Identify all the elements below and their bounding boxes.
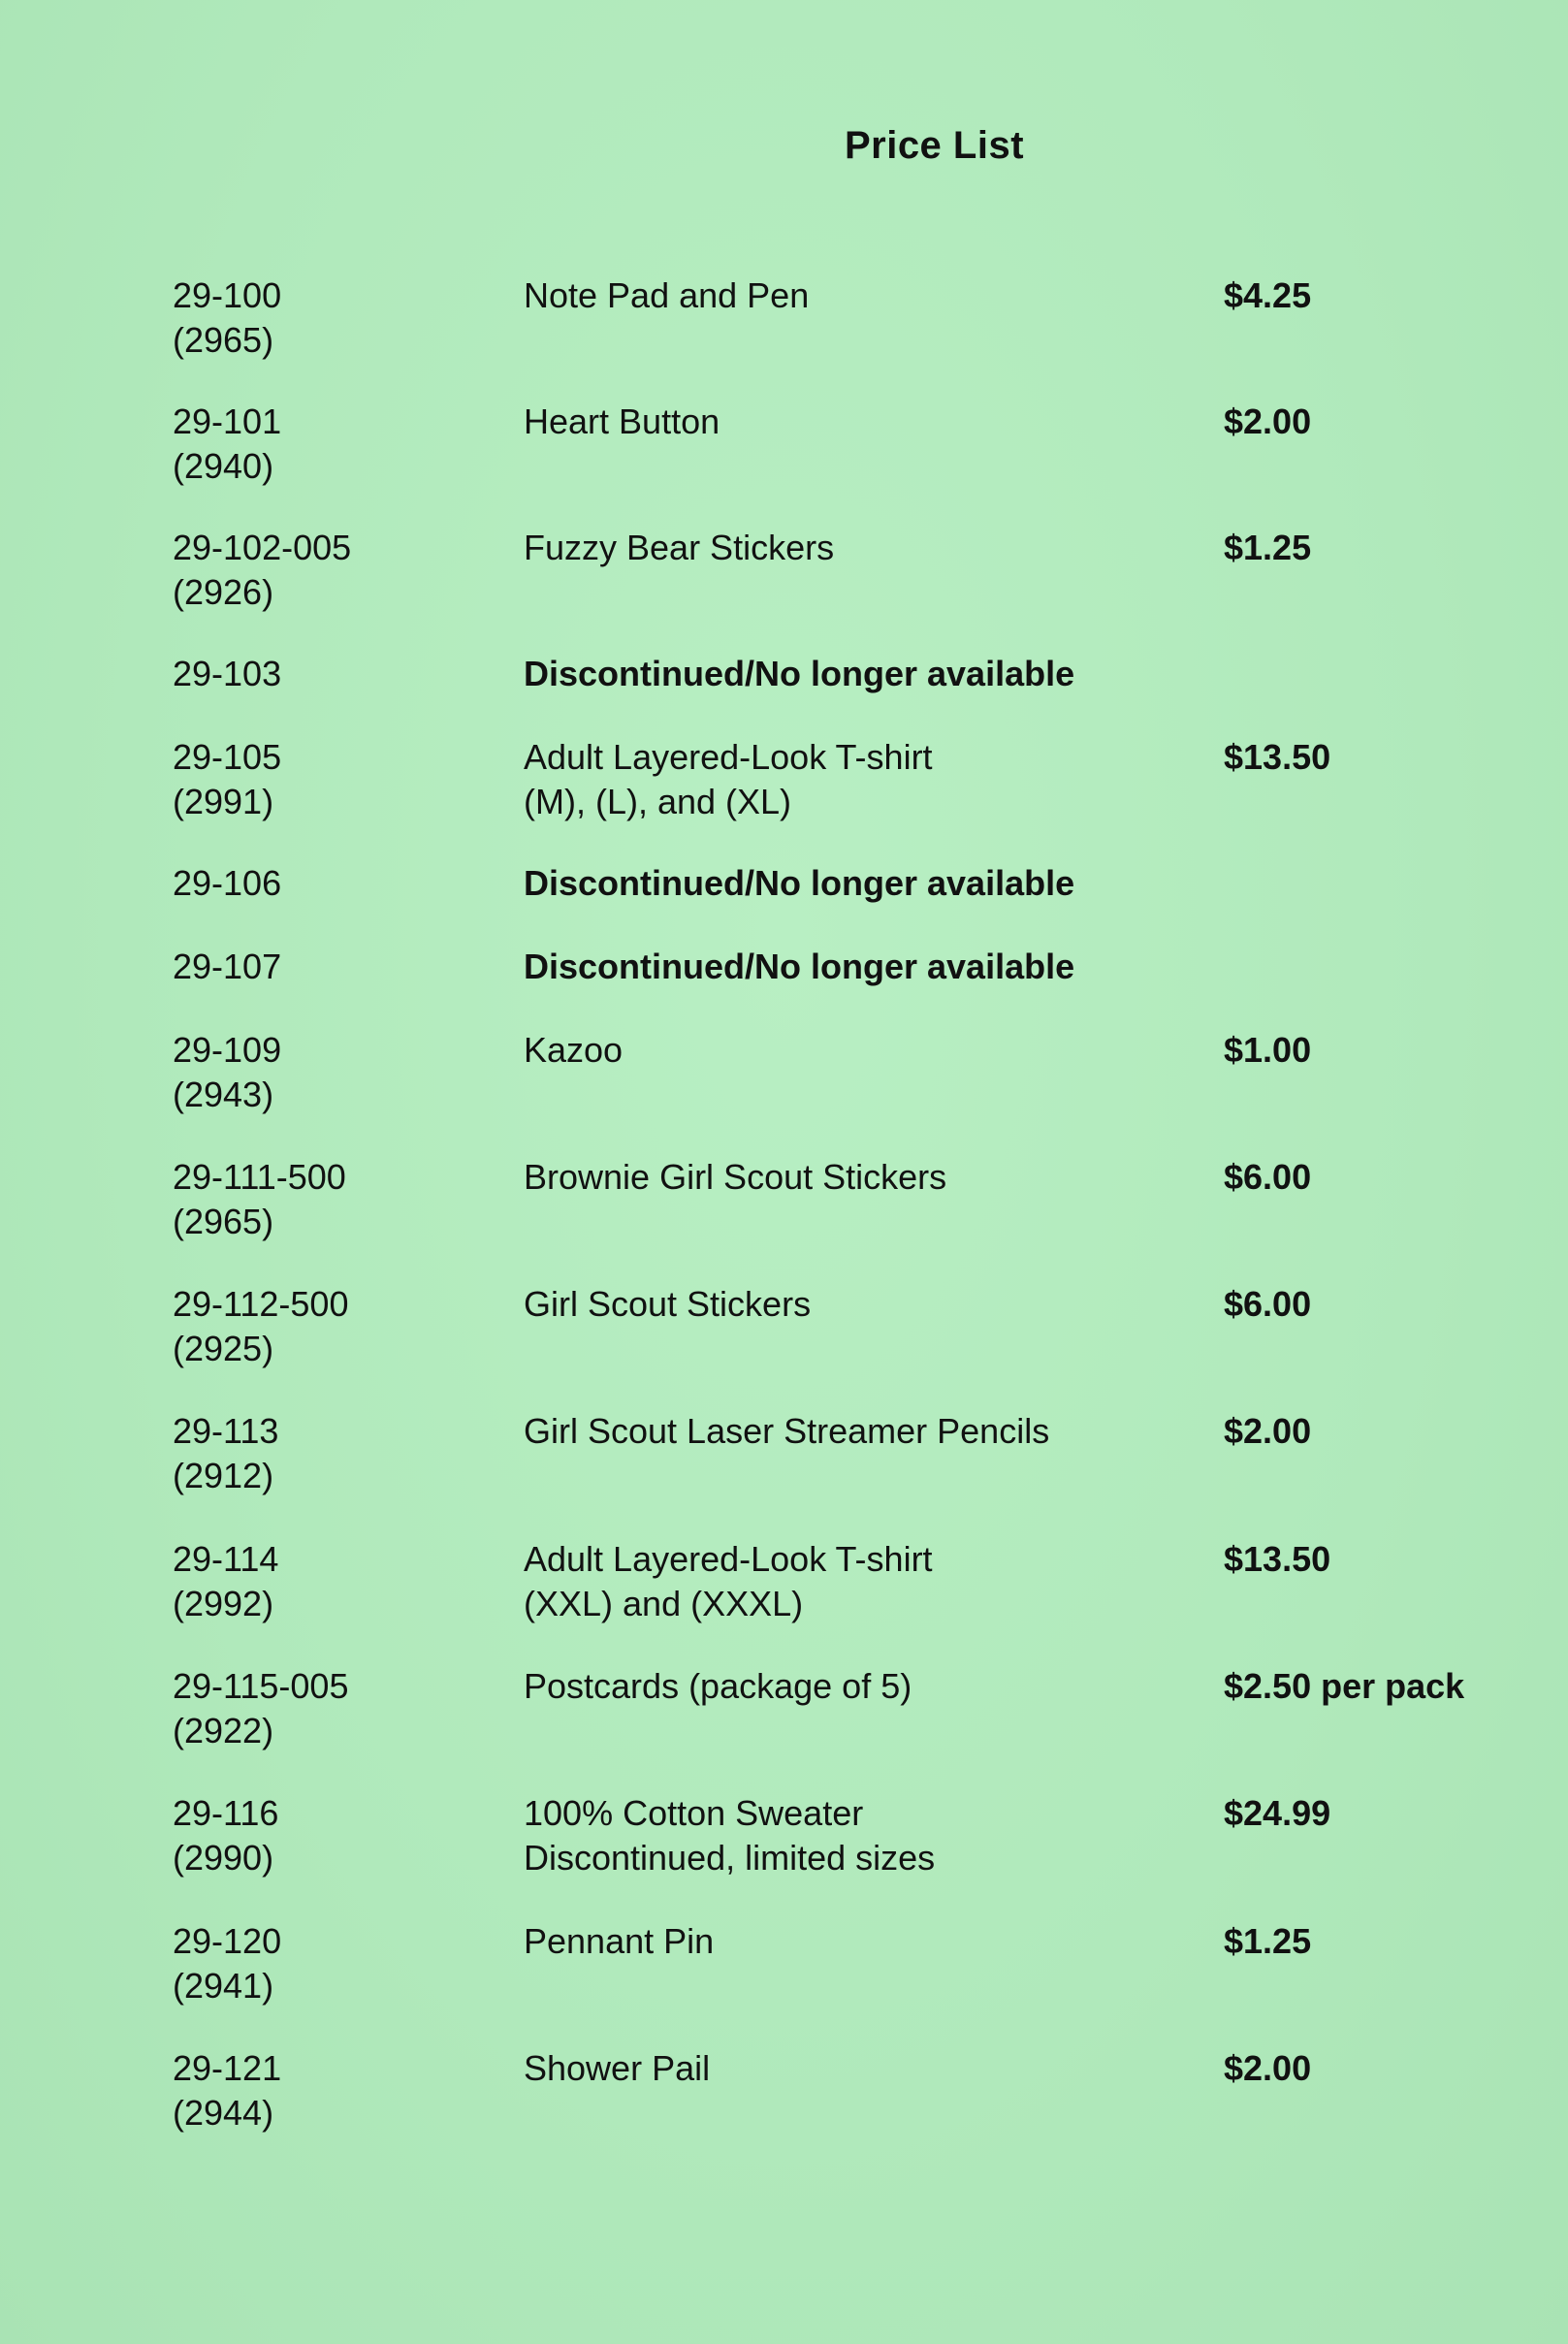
item-detail: Discontinued, limited sizes bbox=[524, 1838, 936, 1878]
item-alt-number: (2940) bbox=[173, 446, 274, 486]
item-description bbox=[524, 2046, 1202, 2091]
item-price: $13.50 bbox=[1224, 737, 1331, 777]
item-description bbox=[524, 1155, 1202, 1200]
item-alt-number: (2965) bbox=[173, 320, 274, 360]
item-code bbox=[173, 526, 502, 615]
item-code bbox=[173, 945, 502, 989]
item-price: $2.00 bbox=[1224, 1411, 1312, 1451]
item-number: 29-112-500 bbox=[173, 1284, 349, 1324]
item-alt-number: (2990) bbox=[173, 1838, 274, 1878]
item-price: $1.25 bbox=[1224, 1921, 1312, 1961]
item-name: Discontinued/No longer available bbox=[524, 947, 1075, 986]
item-number: 29-101 bbox=[173, 401, 282, 441]
item-alt-number: (2992) bbox=[173, 1584, 274, 1623]
item-code bbox=[173, 735, 502, 824]
item-name: Girl Scout Laser Streamer Pencils bbox=[524, 1411, 1050, 1451]
item-price: $4.25 bbox=[1224, 275, 1312, 315]
item-code bbox=[173, 1028, 502, 1117]
item-code bbox=[173, 652, 502, 696]
item-name: Adult Layered-Look T-shirt bbox=[524, 737, 933, 777]
item-number: 29-102-005 bbox=[173, 528, 352, 567]
item-number: 29-116 bbox=[173, 1793, 279, 1833]
item-detail: (XXL) and (XXXL) bbox=[524, 1584, 804, 1623]
item-description bbox=[524, 1664, 1202, 1709]
item-code bbox=[173, 1537, 502, 1626]
item-code bbox=[173, 1791, 502, 1880]
item-number: 29-109 bbox=[173, 1030, 282, 1070]
item-name: Adult Layered-Look T-shirt bbox=[524, 1539, 933, 1579]
item-alt-number: (2941) bbox=[173, 1966, 274, 2006]
item-name: Kazoo bbox=[524, 1030, 624, 1070]
item-name: Note Pad and Pen bbox=[524, 275, 810, 315]
item-description bbox=[524, 1282, 1202, 1327]
item-description bbox=[524, 735, 1202, 824]
item-code bbox=[173, 400, 502, 489]
item-price: $2.50 per pack bbox=[1224, 1666, 1465, 1706]
item-number: 29-103 bbox=[173, 654, 282, 693]
item-number: 29-111-500 bbox=[173, 1157, 346, 1197]
item-detail: (M), (L), and (XL) bbox=[524, 782, 792, 821]
item-code bbox=[173, 861, 502, 906]
item-description bbox=[524, 652, 1202, 696]
item-name: Pennant Pin bbox=[524, 1921, 715, 1961]
item-number: 29-105 bbox=[173, 737, 282, 777]
item-name: Discontinued/No longer available bbox=[524, 863, 1075, 903]
item-alt-number: (2912) bbox=[173, 1456, 274, 1495]
item-name: Heart Button bbox=[524, 401, 720, 441]
item-code bbox=[173, 1664, 502, 1753]
item-number: 29-106 bbox=[173, 863, 282, 903]
item-code bbox=[173, 1155, 502, 1244]
item-number: 29-121 bbox=[173, 2048, 282, 2088]
item-name: Brownie Girl Scout Stickers bbox=[524, 1157, 947, 1197]
item-code bbox=[173, 273, 502, 363]
item-description bbox=[524, 1919, 1202, 1964]
item-description bbox=[524, 400, 1202, 444]
item-name: Girl Scout Stickers bbox=[524, 1284, 812, 1324]
item-number: 29-100 bbox=[173, 275, 282, 315]
item-price: $1.25 bbox=[1224, 528, 1312, 567]
item-name: Shower Pail bbox=[524, 2048, 711, 2088]
item-description bbox=[524, 1537, 1202, 1626]
item-description bbox=[524, 526, 1202, 570]
page-title: Price List bbox=[844, 124, 1025, 167]
item-description bbox=[524, 945, 1202, 989]
item-code bbox=[173, 1409, 502, 1498]
item-description bbox=[524, 861, 1202, 906]
item-alt-number: (2965) bbox=[173, 1202, 274, 1241]
item-price: $13.50 bbox=[1224, 1539, 1331, 1579]
item-code bbox=[173, 2046, 502, 2135]
item-description bbox=[524, 273, 1202, 318]
item-name: Postcards (package of 5) bbox=[524, 1666, 912, 1706]
item-number: 29-113 bbox=[173, 1411, 279, 1451]
item-price: $2.00 bbox=[1224, 2048, 1312, 2088]
item-alt-number: (2991) bbox=[173, 782, 274, 821]
item-description bbox=[524, 1409, 1202, 1454]
item-number: 29-115-005 bbox=[173, 1666, 349, 1706]
item-code bbox=[173, 1919, 502, 2008]
item-price: $1.00 bbox=[1224, 1030, 1312, 1070]
item-name: Fuzzy Bear Stickers bbox=[524, 528, 835, 567]
item-price: $6.00 bbox=[1224, 1284, 1312, 1324]
item-name: Discontinued/No longer available bbox=[524, 654, 1075, 693]
item-number: 29-107 bbox=[173, 947, 282, 986]
item-alt-number: (2926) bbox=[173, 572, 274, 612]
item-code bbox=[173, 1282, 502, 1371]
item-description bbox=[524, 1791, 1202, 1880]
item-alt-number: (2925) bbox=[173, 1329, 274, 1368]
item-price: $24.99 bbox=[1224, 1793, 1331, 1833]
item-alt-number: (2944) bbox=[173, 2093, 274, 2133]
item-price: $2.00 bbox=[1224, 401, 1312, 441]
item-number: 29-114 bbox=[173, 1539, 279, 1579]
item-number: 29-120 bbox=[173, 1921, 282, 1961]
item-price: $6.00 bbox=[1224, 1157, 1312, 1197]
item-alt-number: (2922) bbox=[173, 1711, 274, 1750]
item-name: 100% Cotton Sweater bbox=[524, 1793, 864, 1833]
item-alt-number: (2943) bbox=[173, 1075, 274, 1114]
item-description bbox=[524, 1028, 1202, 1073]
